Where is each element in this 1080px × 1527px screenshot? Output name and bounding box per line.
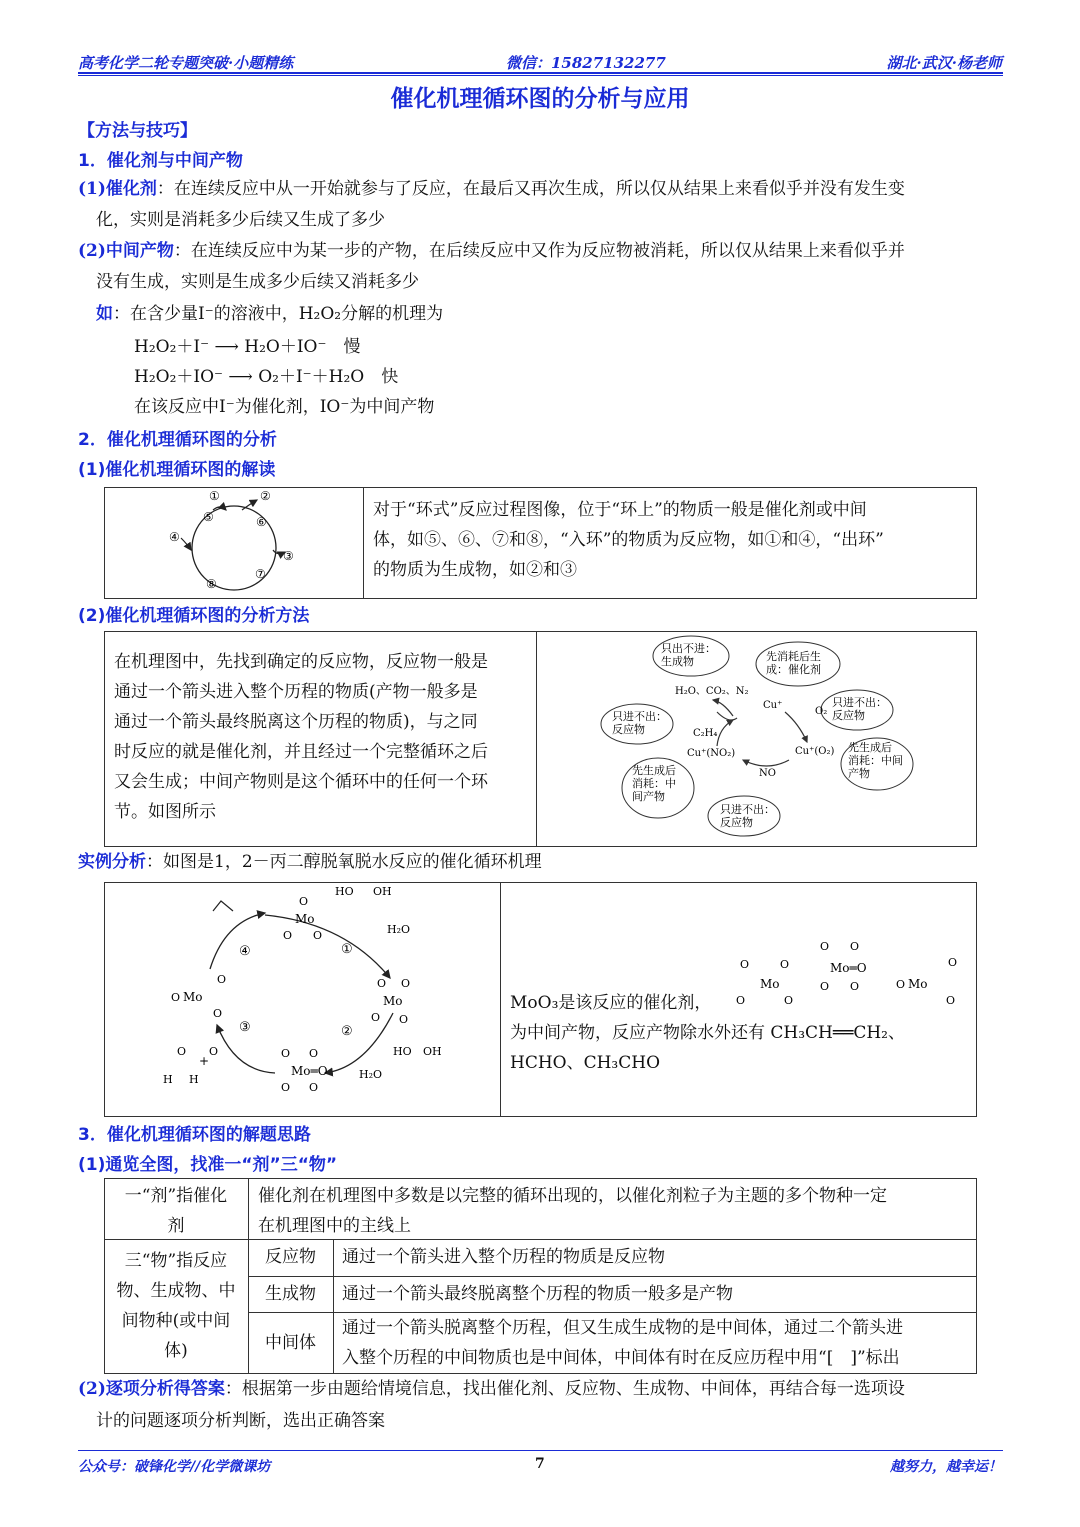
box3-text-2: 为中间产物，反应产物除水外还有 CH₃CH══CH₂、 xyxy=(510,1023,906,1043)
left-o1: O xyxy=(217,973,227,986)
int2-o4: O xyxy=(850,980,860,993)
bubble-reactant-bottom-l1: 只进不出： xyxy=(720,803,775,816)
s3-sub1: (1)通览全图，找准一“剂”三“物” xyxy=(78,1155,338,1175)
right-oh: OH xyxy=(423,1045,442,1058)
left-mo: Mo xyxy=(183,990,203,1004)
table-key-product: 生成物 xyxy=(265,1284,316,1304)
arrow-c2h4-in xyxy=(717,712,737,720)
bubble-intermediate-left-l3: 间产物 xyxy=(632,790,665,803)
box1-text-3: 的物质为生成物，如②和③ xyxy=(373,560,577,580)
box3-divider xyxy=(500,882,501,1117)
top-oh: OH xyxy=(373,885,392,898)
table-r1c1-l2: 剂 xyxy=(167,1216,185,1236)
int1-mo: Mo xyxy=(760,977,780,991)
s2-example xyxy=(78,847,542,877)
table-row-line-2 xyxy=(248,1276,977,1277)
s1-example-text: ：在含少量I⁻的溶液中，H₂O₂分解的机理为 xyxy=(113,304,444,324)
bottom-o3: O xyxy=(281,1081,291,1094)
table-r1c2-l1: 催化剂在机理图中多数是以完整的循环出现的，以催化剂粒子为主题的多个物种一定 xyxy=(258,1186,887,1206)
bubble-intermediate-right-l3: 产物 xyxy=(848,767,870,780)
int3-o1: O xyxy=(948,956,958,969)
s1-p1-text: ：在连续反应中从一开始就参与了反应，在最后又再次生成，所以仅从结果上来看似乎并没有发生变 xyxy=(156,179,905,199)
bubble-intermediate-left-l1: 先生成后 xyxy=(632,764,676,777)
table-val-product: 通过一个箭头最终脱离整个历程的物质一般多是产物 xyxy=(342,1284,733,1304)
species-no: NO xyxy=(759,768,776,779)
simple-cycle-diagram xyxy=(105,488,362,598)
left-o2: O xyxy=(171,991,181,1004)
left-o3: O xyxy=(213,1007,223,1020)
right-h2o: H₂O xyxy=(359,1068,383,1081)
mo-cycle-diagram xyxy=(105,883,499,1116)
cycle-arc-2 xyxy=(325,1013,393,1073)
s2-sub2: (2)催化机理循环图的分析方法 xyxy=(78,606,310,626)
right-mo: Mo xyxy=(383,994,403,1008)
footer-right: 越努力，越幸运！ xyxy=(890,1459,1002,1475)
int2-o3: O xyxy=(820,980,830,993)
s1-example xyxy=(96,299,443,329)
int1-o4: O xyxy=(784,994,794,1007)
right-o1: O xyxy=(377,977,387,990)
bubble-catalyst-l1: 先消耗后生 xyxy=(766,650,821,663)
header-center: 微信：15827132277 xyxy=(506,54,666,72)
bubble-reactant-right-l2: 反应物 xyxy=(832,709,865,722)
cycle-label-6: ⑥ xyxy=(256,515,267,529)
product-plus: + xyxy=(199,1054,210,1068)
box2-text-5: 又会生成；中间产物则是这个循环中的任何一个环 xyxy=(114,772,488,792)
top-o3: O xyxy=(313,929,323,942)
step-4: ④ xyxy=(239,944,251,959)
table-r2c1-l4: 体) xyxy=(164,1341,188,1361)
int1-o3: O xyxy=(736,994,746,1007)
table-r1c2-l2: 在机理图中的主线上 xyxy=(258,1216,411,1236)
cycle-arc-1 xyxy=(265,915,390,978)
cycle-label-5: ⑤ xyxy=(203,510,214,524)
table-val-intermediate-l1: 通过一个箭头脱离整个历程，但又生成生成物的是中间体，通过二个箭头进 xyxy=(342,1318,903,1338)
table-r2c1-l3: 间物种(或中间 xyxy=(121,1311,231,1331)
copper-cycle-diagram xyxy=(537,632,976,846)
s2-sub1: (1)催化机理循环图的解读 xyxy=(78,460,276,480)
right-o2: O xyxy=(401,977,411,990)
hcho-o: O xyxy=(177,1045,187,1058)
s1-example-label: 如 xyxy=(96,304,113,324)
species-cu-no2: Cu⁺(NO₂) xyxy=(687,748,736,759)
int2-mo: Mo═O xyxy=(830,961,867,975)
header-rule xyxy=(78,72,1003,74)
hcho-h1: H xyxy=(163,1073,173,1086)
cycle-arc-4 xyxy=(210,913,265,969)
bubble-intermediate-left-l2: 消耗：中 xyxy=(632,777,676,790)
table-r2c1-l1: 三“物”指反应 xyxy=(124,1251,228,1271)
arrow-in-4 xyxy=(181,538,191,550)
int1-o1: O xyxy=(740,958,750,971)
ch3cho-o: O xyxy=(209,1045,219,1058)
arrow-cycle-return xyxy=(717,720,733,746)
footer-rule xyxy=(78,1450,1003,1451)
top-h2o: H₂O xyxy=(387,923,411,936)
box1-text-1: 对于“环式”反应过程图像，位于“环上”的物质一般是催化剂或中间 xyxy=(373,500,867,520)
s3-heading: 3．催化机理循环图的解题思路 xyxy=(78,1125,311,1145)
int3-o3: O xyxy=(946,994,956,1007)
box3-text-3: HCHO、CH₃CHO xyxy=(510,1053,661,1073)
bottom-o2: O xyxy=(309,1047,319,1060)
species-cu-o2: Cu⁺(O₂) xyxy=(795,746,835,757)
box2-text-1: 在机理图中，先找到确定的反应物，反应物一般是 xyxy=(114,652,488,672)
bubble-product-l1: 只出不进： xyxy=(661,642,716,655)
bottom-o1: O xyxy=(281,1047,291,1060)
header-right: 湖北·武汉·杨老师 xyxy=(886,54,1002,72)
cycle-label-8: ⑧ xyxy=(206,577,217,591)
bubble-reactant-left-l2: 反应物 xyxy=(612,723,645,736)
cycle-label-2: ② xyxy=(260,489,271,503)
species-cu: Cu⁺ xyxy=(763,700,783,711)
table-r1c1-l1: 一“剂”指催化 xyxy=(124,1186,228,1206)
bottom-o4: O xyxy=(309,1081,319,1094)
bubble-intermediate-right-l1: 先生成后 xyxy=(848,741,892,754)
box1-text-2: 体，如⑤、⑥、⑦和⑧，“入环”的物质为反应物，如①和④，“出环” xyxy=(373,530,884,550)
intermediate-structures xyxy=(720,920,970,1012)
hcho-h2: H xyxy=(189,1073,199,1086)
bubble-catalyst-l2: 成：催化剂 xyxy=(766,663,821,676)
s1-p2-text: ：在连续反应中为某一步的产物，在后续反应中又作为反应物被消耗，所以仅从结果上来看似乎并 xyxy=(173,241,905,261)
box3-text-1: MoO₃是该反应的催化剂， xyxy=(510,993,712,1013)
s1-p1-label: (1)催化剂 xyxy=(78,179,157,199)
bubble-product-l2: 生成物 xyxy=(661,655,694,668)
box2-text-4: 时反应的就是催化剂，并且经过一个完整循环之后 xyxy=(114,742,488,762)
page-number: 7 xyxy=(535,1456,545,1472)
arrow-o2-in xyxy=(785,712,807,742)
species-products: H₂O、CO₂、N₂ xyxy=(675,686,749,697)
cycle-label-4: ④ xyxy=(169,530,180,544)
s1-p1-line1 xyxy=(78,174,905,204)
bubble-reactant-bottom-l2: 反应物 xyxy=(720,816,753,829)
table-r2c1 xyxy=(106,1246,246,1366)
top-ho: HO xyxy=(335,885,354,898)
int2-o2: O xyxy=(850,940,860,953)
equation-2: H₂O₂＋IO⁻ ⟶ O₂＋I⁻＋H₂O 快 xyxy=(134,367,399,387)
bubble-reactant-right-l1: 只进不出： xyxy=(832,696,887,709)
table-val-reactant: 通过一个箭头进入整个历程的物质是反应物 xyxy=(342,1247,665,1267)
table-col-2 xyxy=(333,1239,334,1374)
bottom-mo: Mo═O xyxy=(291,1064,328,1078)
top-mo: Mo xyxy=(295,912,315,926)
table-key-intermediate: 中间体 xyxy=(265,1333,316,1353)
s1-conclusion: 在该反应中I⁻为催化剂，IO⁻为中间产物 xyxy=(134,397,435,417)
int1-o2: O xyxy=(780,958,790,971)
cycle-label-1: ① xyxy=(209,489,220,503)
propene-skeleton xyxy=(213,901,233,911)
int3-mo: Mo xyxy=(908,977,928,991)
step-3: ③ xyxy=(239,1020,251,1035)
s1-p2-line1 xyxy=(78,236,905,266)
s1-p2-label: (2)中间产物 xyxy=(78,241,174,261)
s3-sub2-text: ：根据第一步由题给情境信息，找出催化剂、反应物、生成物、中间体，再结合每一选项设 xyxy=(224,1379,905,1399)
box1-divider xyxy=(363,487,364,599)
cycle-label-3: ③ xyxy=(283,549,294,563)
footer-left: 公众号：破锋化学//化学微课坊 xyxy=(78,1459,271,1475)
s3-sub2-label: (2)逐项分析得答案 xyxy=(78,1379,225,1399)
header-rule-thin xyxy=(78,75,1003,76)
table-key-reactant: 反应物 xyxy=(265,1247,316,1267)
bubble-reactant-left-l1: 只进不出： xyxy=(612,710,667,723)
header-left: 高考化学二轮专题突破·小题精练 xyxy=(78,54,294,72)
table-r1c2 xyxy=(258,1181,887,1241)
species-c2h4: C₂H₄ xyxy=(693,728,718,739)
table-val-intermediate-l2: 入整个历程的中间物质也是中间体，中间体有时在反应历程中用“[ ]”标出 xyxy=(342,1348,900,1368)
s2-heading: 2．催化机理循环图的分析 xyxy=(78,430,277,450)
method-tag: 【方法与技巧】 xyxy=(78,121,197,141)
s3-sub2-line2: 计的问题逐项分析判断，选出正确答案 xyxy=(96,1411,385,1431)
table-r2c1-l2: 物、生成物、中 xyxy=(116,1281,236,1301)
bubble-intermediate-right-l2: 消耗：中间 xyxy=(848,754,903,767)
s2-example-label: 实例分析 xyxy=(78,852,146,872)
table-r1c1 xyxy=(106,1181,246,1241)
species-o2: O₂ xyxy=(815,706,828,717)
box2-text-2: 通过一个箭头进入整个历程的物质(产物一般多是 xyxy=(114,682,478,702)
right-o3: O xyxy=(371,1011,381,1024)
box2-text-6: 节。如图所示 xyxy=(114,802,216,822)
s1-p1-line2: 化，实则是消耗多少后续又生成了多少 xyxy=(96,210,385,230)
int3-o2: O xyxy=(896,978,906,991)
s1-heading: 1．催化剂与中间产物 xyxy=(78,151,243,171)
right-ho: HO xyxy=(393,1045,412,1058)
step-2: ② xyxy=(341,1024,353,1039)
arrow-no-in xyxy=(743,760,789,766)
arrow-products-out xyxy=(713,700,733,716)
s2-example-text: ：如图是1，2－丙二醇脱氧脱水反应的催化循环机理 xyxy=(146,852,542,872)
s1-p2-line2: 没有生成，实则是生成多少后续又消耗多少 xyxy=(96,272,419,292)
top-o1: O xyxy=(299,895,309,908)
equation-1: H₂O₂＋I⁻ ⟶ H₂O＋IO⁻ 慢 xyxy=(134,337,361,357)
step-1: ① xyxy=(341,942,353,957)
top-o2: O xyxy=(283,929,293,942)
cycle-label-7: ⑦ xyxy=(255,567,266,581)
right-o4: O xyxy=(399,1013,409,1026)
table-val-intermediate xyxy=(342,1313,903,1373)
page-title: 催化机理循环图的分析与应用 xyxy=(390,86,690,112)
int2-o1: O xyxy=(820,940,830,953)
box2-text-3: 通过一个箭头最终脱离这个历程的物质)，与之同 xyxy=(114,712,478,732)
s3-sub2-line1 xyxy=(78,1374,905,1404)
